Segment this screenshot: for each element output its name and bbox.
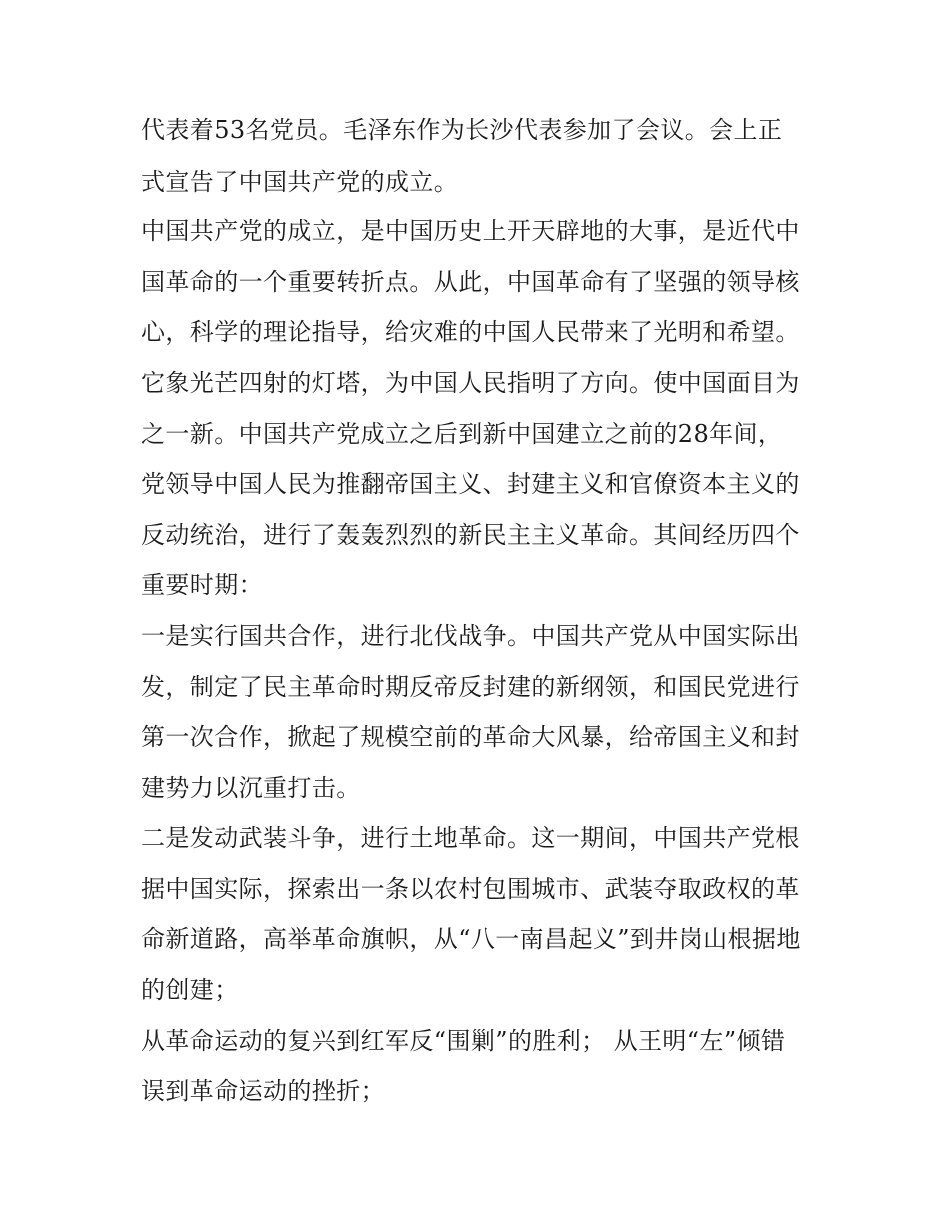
- text-line: 第一次合作，掀起了规模空前的革命大风暴，给帝国主义和封: [141, 723, 800, 751]
- text-line: 中国共产党的成立，是中国历史上开天辟地的大事，是近代中: [141, 217, 800, 245]
- text-line: 心，科学的理论指导，给灾难的中国人民带来了光明和希望。: [141, 318, 800, 346]
- text-line: 发，制定了民主革命时期反帝反封建的新纲领，和国民党进行: [141, 673, 800, 701]
- text-line: 之一新。中国共产党成立之后到新中国建立之前的28年间，: [141, 420, 783, 448]
- text-line: 从革命运动的复兴到红军反“围剿”的胜利； 从王明“左”倾错: [141, 1027, 786, 1055]
- text-line: 的创建；: [141, 976, 239, 1004]
- text-line: 误到革命运动的挫折；: [141, 1077, 385, 1105]
- text-line: 二是发动武装斗争，进行土地革命。这一期间，中国共产党根: [141, 824, 800, 852]
- text-line: 建势力以沉重打击。: [141, 774, 361, 802]
- text-line: 党领导中国人民为推翻帝国主义、封建主义和官僚资本主义的: [141, 470, 800, 498]
- text-line: 反动统治，进行了轰轰烈烈的新民主主义革命。其间经历四个: [141, 521, 800, 549]
- text-line: 代表着53名党员。毛泽东作为长沙代表参加了会议。会上正: [141, 116, 783, 144]
- text-line: 国革命的一个重要转折点。从此，中国革命有了坚强的领导核: [141, 268, 800, 296]
- text-line: 一是实行国共合作，进行北伐战争。中国共产党从中国实际出: [141, 622, 800, 650]
- text-line: 重要时期：: [141, 571, 263, 599]
- text-line: 据中国实际，探索出一条以农村包围城市、武装夺取政权的革: [141, 875, 800, 903]
- text-line: 命新道路，高举革命旗帜，从“八一南昌起义”到井岗山根据地: [141, 925, 801, 953]
- text-line: 它象光芒四射的灯塔，为中国人民指明了方向。使中国面目为: [141, 369, 800, 397]
- text-line: 式宣告了中国共产党的成立。: [141, 168, 459, 196]
